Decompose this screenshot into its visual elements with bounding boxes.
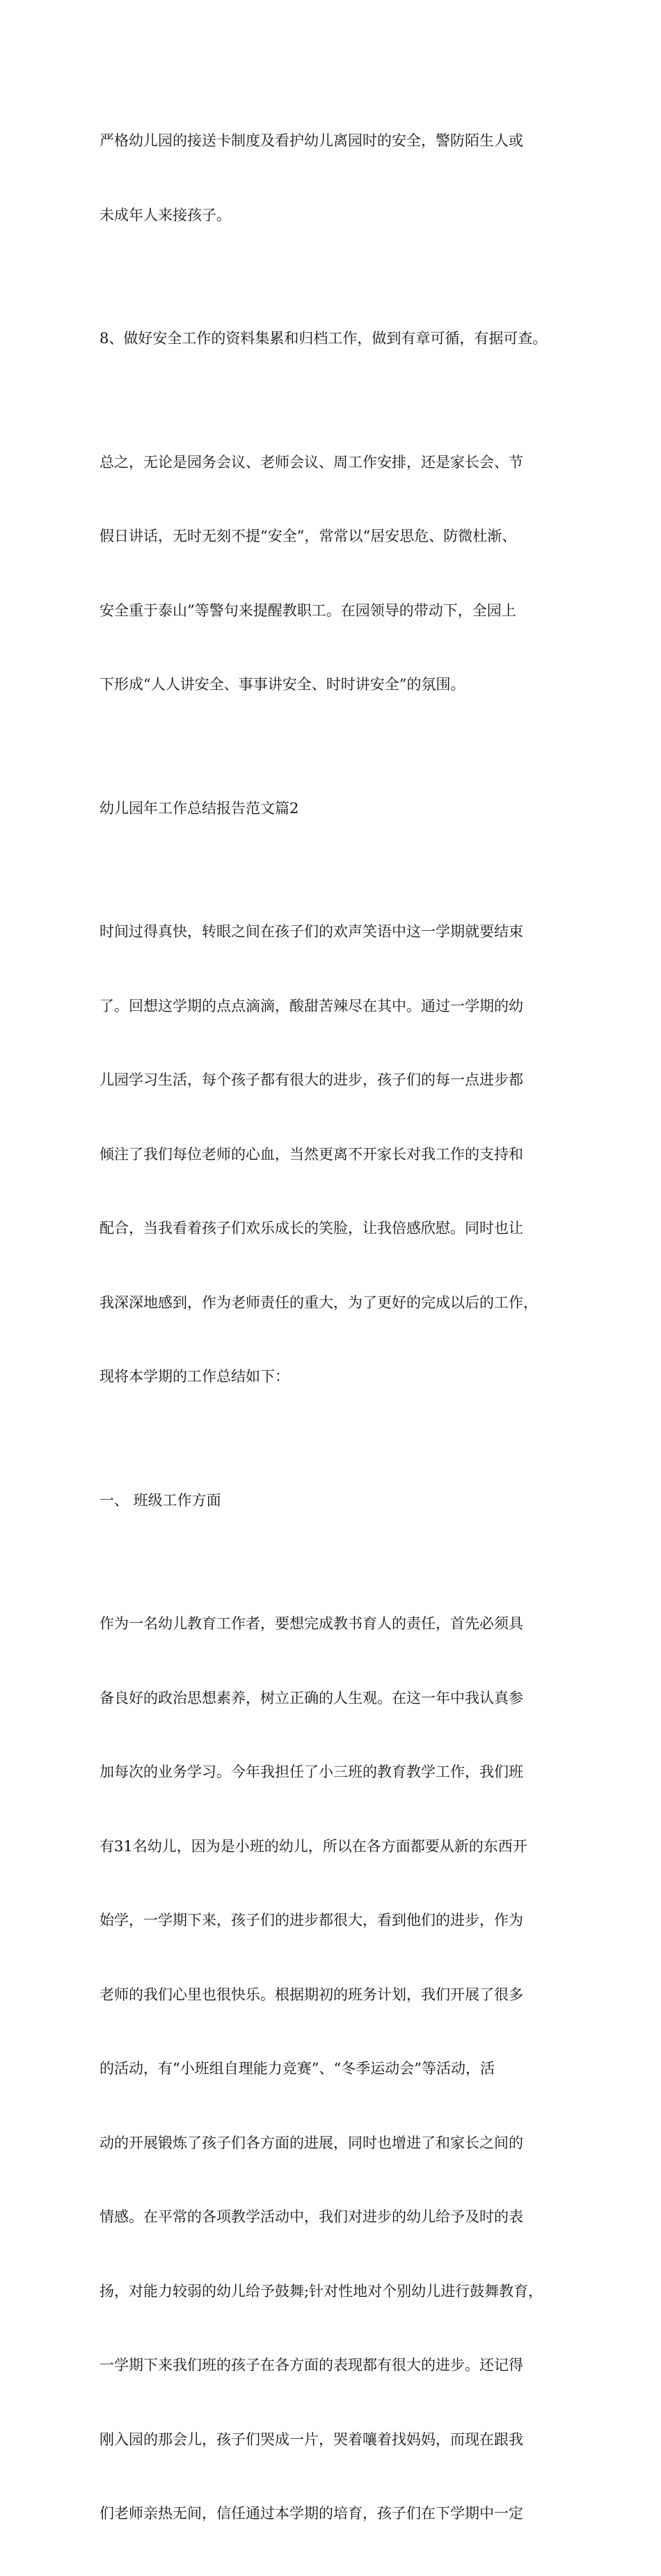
- text-line: 8、做好安全工作的资料集累和归档工作，做到有章可循，有据可查。: [99, 330, 548, 347]
- subheading-class-work: [99, 1439, 573, 1563]
- text-line: 总之，无论是园务会议、老师会议、周工作安排，还是家长会、节: [99, 453, 523, 471]
- text-line: 配合，当我看着孩子们欢乐成长的笑脸，让我倍感欣慰。同时也让: [99, 1220, 523, 1236]
- text-line: 刚入园的那会儿，孩子们哭成一片，哭着嚷着找妈妈，而现在跟我: [99, 2430, 523, 2448]
- text-line: 动的开展锻炼了孩子们各方面的进展，同时也增进了和家长之间的: [99, 2134, 523, 2151]
- heading-line: 一、 班级工作方面: [99, 1491, 221, 1509]
- text-line: 假日讲话，无时无刻不提“安全”，常常以“居安思危、防微杜渐、: [99, 528, 517, 544]
- text-line: 儿园学习生活，每个孩子都有很大的进步，孩子们的每一点进步都: [99, 1071, 523, 1088]
- text-line: 的活动，有“小班组自理能力竞赛”、“冬季运动会”等活动，活: [99, 2060, 495, 2077]
- paragraph-class-work: [99, 1562, 573, 2576]
- paragraph-intro: [99, 870, 573, 1439]
- section-heading-2: [99, 747, 573, 871]
- document-body: [99, 79, 573, 2576]
- text-line: 安全重于泰山”等警句来提醒教职工。在园领导的带动下，全园上: [99, 602, 516, 619]
- text-line: 扬，对能力较弱的幼儿给予鼓舞;针对性地对个别幼儿进行鼓舞教育，: [99, 2282, 543, 2300]
- text-line: 未成年人来接孩子。: [99, 206, 231, 223]
- paragraph-safety-pickup: [99, 79, 573, 277]
- text-line: 我深深地感到，作为老师责任的重大，为了更好的完成以后的工作，: [99, 1294, 538, 1311]
- text-line: 倾注了我们每位老师的心血，当然更离不开家长对我工作的支持和: [99, 1145, 523, 1163]
- text-line: 了。回想这学期的点点滴滴，酸甜苦辣尽在其中。通过一学期的幼: [99, 997, 523, 1014]
- text-line: 一学期下来我们班的孩子在各方面的表现都有很大的进步。还记得: [99, 2357, 523, 2373]
- text-line: 备良好的政治思想素养，树立正确的人生观。在这一年中我认真参: [99, 1689, 523, 1706]
- paragraph-item-8: [99, 277, 573, 401]
- paragraph-summary: [99, 401, 573, 747]
- text-line: 严格幼儿园的接送卡制度及看护幼儿离园时的安全，警防陌生人或: [99, 132, 523, 149]
- text-line: 现将本学期的工作总结如下：: [99, 1368, 289, 1385]
- text-line: 们老师亲热无间，信任通过本学期的培育，孩子们在下学期中一定: [99, 2505, 523, 2522]
- heading-line: 幼儿园年工作总结报告范文篇2: [99, 799, 299, 817]
- text-line: 时间过得真快，转眼之间在孩子们的欢声笑语中这一学期就要结束: [99, 923, 523, 940]
- text-line: 有31名幼儿，因为是小班的幼儿，所以在各方面都要从新的东西开: [99, 1837, 527, 1855]
- text-line: 作为一名幼儿教育工作者，要想完成教书育人的责任，首先必须具: [99, 1615, 523, 1632]
- text-line: 始学，一学期下来，孩子们的进步都很大，看到他们的进步，作为: [99, 1912, 523, 1929]
- text-line: 加每次的业务学习。今年我担任了小三班的教育教学工作，我们班: [99, 1764, 523, 1780]
- text-line: 情感。在平常的各项教学活动中，我们对进步的幼儿给予及时的表: [99, 2208, 523, 2225]
- text-line: 老师的我们心里也很快乐。根据期初的班务计划，我们开展了很多: [99, 1986, 523, 2003]
- text-line: 下形成“人人讲安全、事事讲安全、时时讲安全”的氛围。: [99, 676, 465, 693]
